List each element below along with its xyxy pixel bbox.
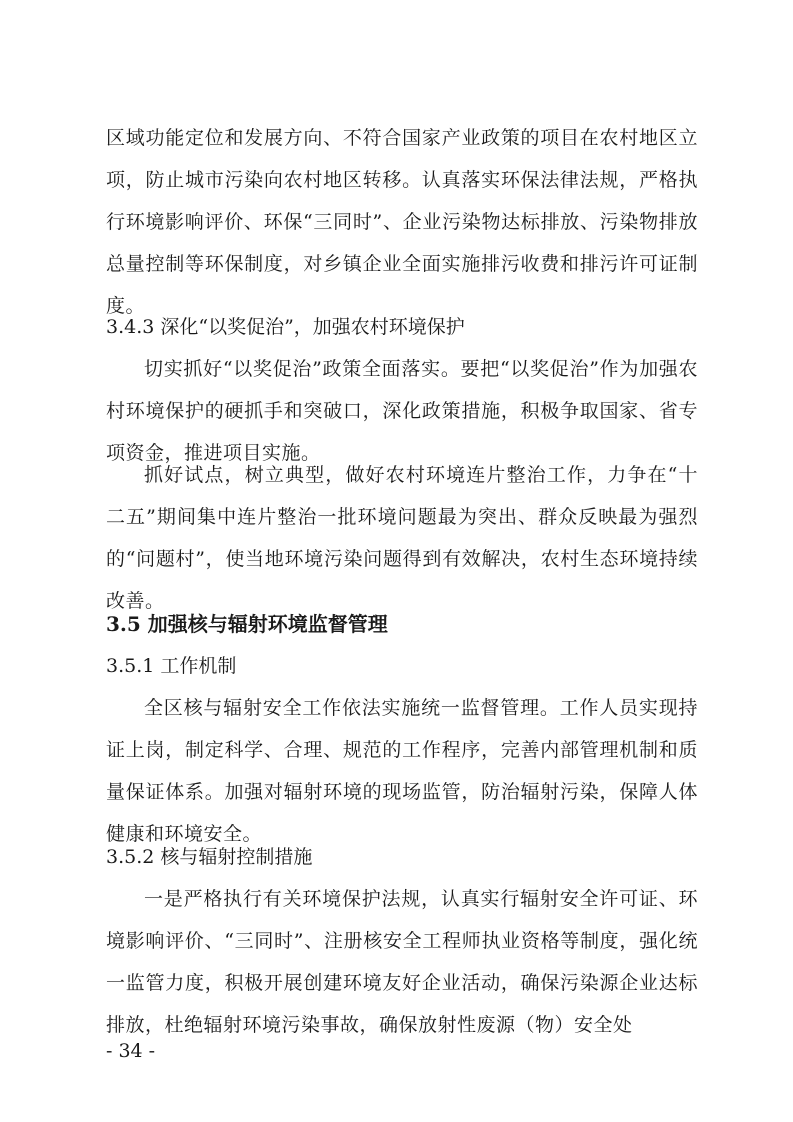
paragraph-control-measures: 一是严格执行有关环境保护法规，认真实行辐射安全许可证、环境影响评价、“三同时”、注册核安全工程师执业资格等制度，强化统一监管力度，积极开展创建环境友好企业活动，确保污染源企业达标排放，杜绝辐射环境污染事故，确保放射性废源（物）安全处: [106, 888, 698, 1036]
page-number: - 34 -: [106, 1040, 156, 1062]
paragraph-rural-pollution-control: 区域功能定位和发展方向、不符合国家产业政策的项目在农村地区立项，防止城市污染向农村地区转移。认真落实环保法律法规，严格执行环境影响评价、环保“三同时”、企业污染物达标排放、污染物排放总量控制等环保制度，对乡镇企业全面实施排污收费和排污许可证制度。: [106, 127, 698, 317]
subsection-heading-3-5-2: 3.5.2 核与辐射控制措施: [106, 846, 313, 868]
subsection-heading-3-4-3: 3.4.3 深化“以奖促治”，加强农村环境保护: [106, 316, 465, 338]
paragraph-working-mechanism: 全区核与辐射安全工作依法实施统一监督管理。工作人员实现持证上岗，制定科学、合理、规范的工作程序，完善内部管理机制和质量保证体系。加强对辐射环境的现场监管，防治辐射污染，保障人体健康和环境安全。: [106, 697, 698, 845]
paragraph-incentive-policy: 切实抓好“以奖促治”政策全面落实。要把“以奖促治”作为加强农村环境保护的硬抓手和突破口，深化政策措施，积极争取国家、省专项资金，推进项目实施。: [106, 358, 698, 464]
section-heading-3-5: 3.5 加强核与辐射环境监督管理: [106, 612, 388, 636]
paragraph-pilot-villages: 抓好试点，树立典型，做好农村环境连片整治工作，力争在“十二五”期间集中连片整治一批环境问题最为突出、群众反映最为强烈的“问题村”，使当地环境污染问题得到有效解决，农村生态环境持续改善。: [106, 464, 698, 612]
subsection-heading-3-5-1: 3.5.1 工作机制: [106, 655, 237, 677]
